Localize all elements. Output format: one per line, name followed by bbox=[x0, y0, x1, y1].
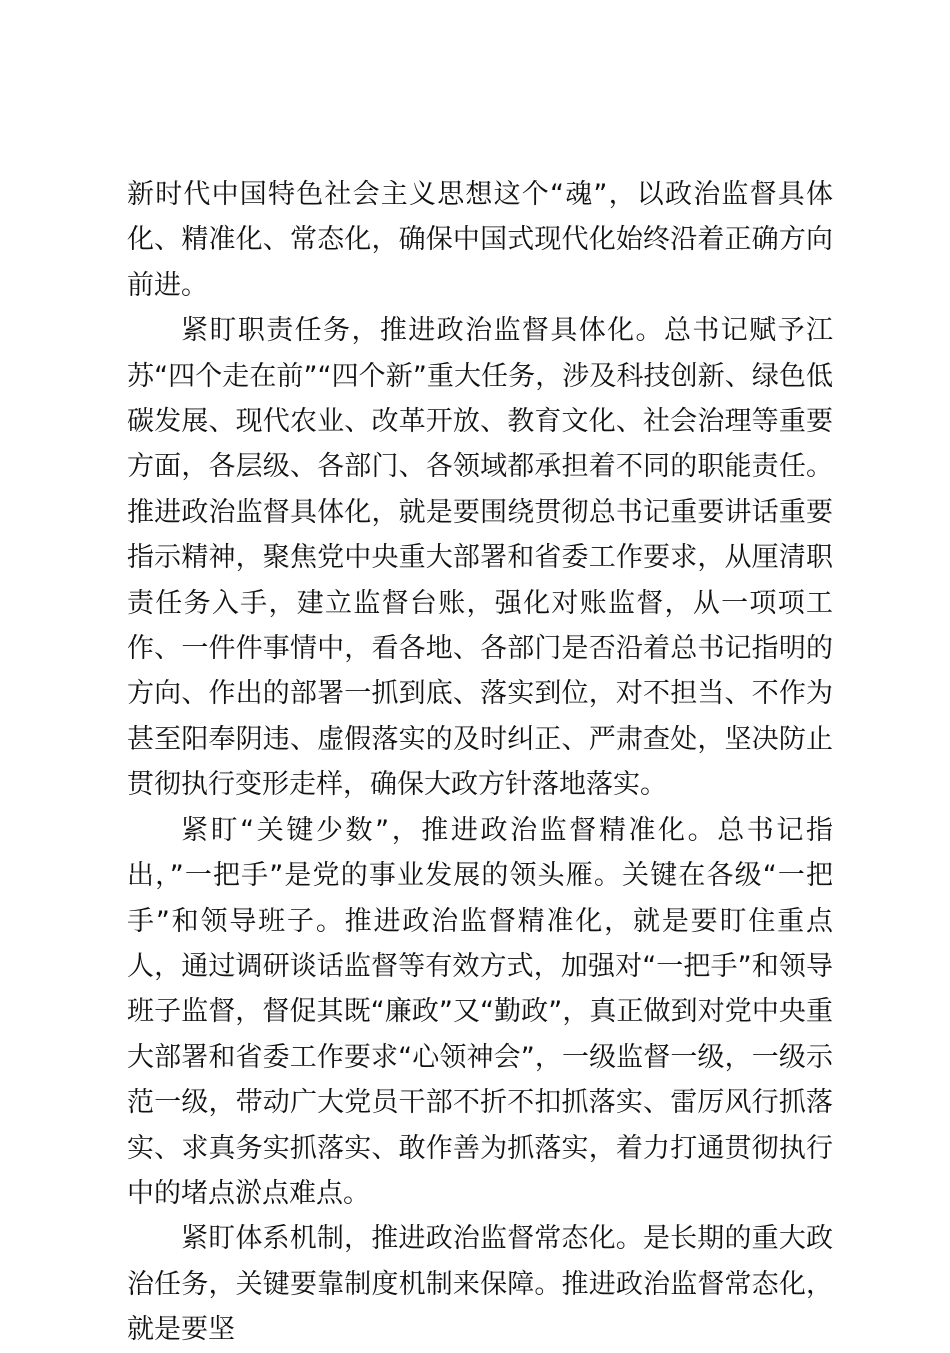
document-body bbox=[127, 172, 833, 1353]
paragraph-3: 紧盯“关键少数”，推进政治监督精准化。总书记指出，”一把手”是党的事业发展的领头雁。关键在各级“一把手”和领导班子。推进政治监督精准化，就是要盯住重点人，通过调研谈话监督等有效方式，加强对“一把手”和领导班子监督，督促其既“廉政”又“勤政”，真正做到对党中央重大部署和省委工作要求“心领神会”，一级监督一级，一级示范一级，带动广大党员干部不折不扣抓落实、雷厉风行抓落实、求真务实抓落实、敢作善为抓落实，着力打通贯彻执行中的堵点淤点难点。 bbox=[127, 814, 833, 1209]
paragraph-4: 紧盯体系机制，推进政治监督常态化。是长期的重大政治任务，关键要靠制度机制来保障。推进政治监督常态化，就是要坚 bbox=[127, 1223, 833, 1346]
paragraph-1: 新时代中国特色社会主义思想这个“魂”，以政治监督具体化、精准化、常态化，确保中国式现代化始终沿着正确方向前进。 bbox=[127, 179, 833, 301]
paragraph-2: 紧盯职责任务，推进政治监督具体化。总书记赋予江苏“四个走在前”“四个新”重大任务，涉及科技创新、绿色低碳发展、现代农业、改革开放、教育文化、社会治理等重要方面，各层级、各部门、各领域都承担着不同的职能责任。推进政治监督具体化，就是要围绕贯彻总书记重要讲话重要指示精神，聚焦党中央重大部署和省委工作要求，从厘清职责任务入手，建立监督台账，强化对账监督，从一项项工作、一件件事情中，看各地、各部门是否沿着总书记指明的方向、作出的部署一抓到底、落实到位，对不担当、不作为甚至阳奉阴违、虚假落实的及时纠正、严肃查处，坚决防止贯彻执行变形走样，确保大政方针落地落实。 bbox=[127, 315, 833, 801]
